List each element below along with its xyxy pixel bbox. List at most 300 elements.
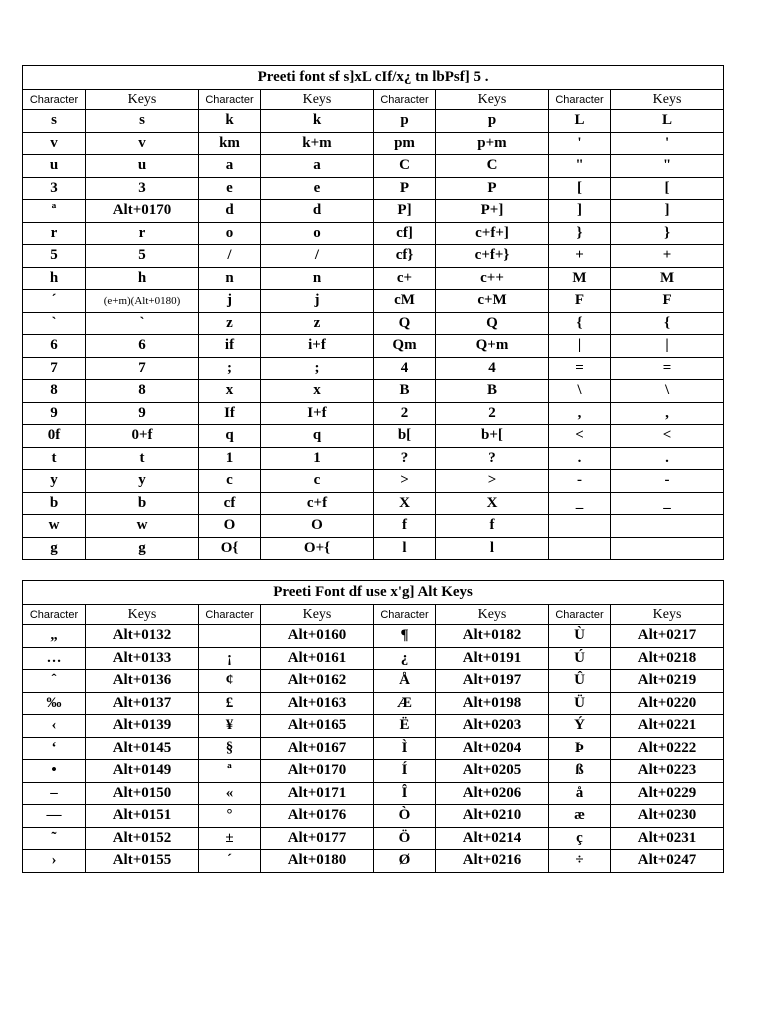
character-cell: ¢ [199, 670, 261, 693]
keys-cell: + [611, 245, 724, 268]
keys-cell: Alt+0132 [86, 625, 199, 648]
character-cell: å [549, 782, 611, 805]
table-row [23, 155, 724, 178]
keys-cell: O+{ [261, 537, 374, 560]
character-cell: b[ [374, 425, 436, 448]
character-cell [549, 537, 611, 560]
keys-cell: B [436, 380, 549, 403]
character-key-table-1 [22, 65, 724, 560]
character-cell: § [199, 737, 261, 760]
table-row [23, 222, 724, 245]
character-cell: 7 [23, 357, 86, 380]
keys-cell: } [611, 222, 724, 245]
table-row [23, 132, 724, 155]
character-cell: cf [199, 492, 261, 515]
keys-cell: Alt+0222 [611, 737, 724, 760]
character-cell: L [549, 110, 611, 133]
keys-cell: 5 [86, 245, 199, 268]
keys-cell: ` [86, 312, 199, 335]
keys-cell: k [261, 110, 374, 133]
character-cell: g [23, 537, 86, 560]
keys-cell: [ [611, 177, 724, 200]
keys-cell: r [86, 222, 199, 245]
keys-cell: = [611, 357, 724, 380]
character-cell: - [549, 470, 611, 493]
keys-cell: 3 [86, 177, 199, 200]
column-header: Character [199, 605, 261, 625]
character-cell: < [549, 425, 611, 448]
column-header: Keys [436, 605, 549, 625]
character-cell: | [549, 335, 611, 358]
column-header: Keys [611, 605, 724, 625]
keys-cell: Alt+0171 [261, 782, 374, 805]
character-cell: h [23, 267, 86, 290]
character-cell: … [23, 647, 86, 670]
column-header: Keys [261, 90, 374, 110]
character-cell: Ò [374, 805, 436, 828]
character-cell: • [23, 760, 86, 783]
character-cell: v [23, 132, 86, 155]
character-cell: l [374, 537, 436, 560]
keys-cell: p [436, 110, 549, 133]
character-cell: km [199, 132, 261, 155]
character-cell: ˆ [23, 670, 86, 693]
keys-cell: X [436, 492, 549, 515]
keys-cell: Alt+0182 [436, 625, 549, 648]
keys-cell: ] [611, 200, 724, 223]
keys-cell: Alt+0167 [261, 737, 374, 760]
character-cell: = [549, 357, 611, 380]
keys-cell: i+f [261, 335, 374, 358]
character-cell: O{ [199, 537, 261, 560]
keys-cell: y [86, 470, 199, 493]
character-cell: Ü [549, 692, 611, 715]
table-row [23, 470, 724, 493]
keys-cell: < [611, 425, 724, 448]
character-cell: Ö [374, 827, 436, 850]
keys-cell: n [261, 267, 374, 290]
character-cell: . [549, 447, 611, 470]
table-row [23, 177, 724, 200]
keys-cell: Alt+0204 [436, 737, 549, 760]
keys-cell: c+M [436, 290, 549, 313]
character-cell: æ [549, 805, 611, 828]
keys-cell: Alt+0210 [436, 805, 549, 828]
character-cell: ¥ [199, 715, 261, 738]
character-cell: C [374, 155, 436, 178]
keys-cell: z [261, 312, 374, 335]
keys-cell: Alt+0216 [436, 850, 549, 873]
keys-cell: f [436, 515, 549, 538]
character-cell: O [199, 515, 261, 538]
character-cell: 1 [199, 447, 261, 470]
character-cell: ‰ [23, 692, 86, 715]
character-cell: q [199, 425, 261, 448]
character-cell: _ [549, 492, 611, 515]
keys-cell: Alt+0170 [86, 200, 199, 223]
keys-cell: Alt+0136 [86, 670, 199, 693]
character-cell [199, 625, 261, 648]
keys-cell: j [261, 290, 374, 313]
keys-cell: Alt+0163 [261, 692, 374, 715]
keys-cell: p+m [436, 132, 549, 155]
character-cell: « [199, 782, 261, 805]
character-cell: 0f [23, 425, 86, 448]
character-cell: Û [549, 670, 611, 693]
character-cell: s [23, 110, 86, 133]
keys-cell: c+f [261, 492, 374, 515]
character-cell: w [23, 515, 86, 538]
keys-cell: M [611, 267, 724, 290]
character-cell: ˜ [23, 827, 86, 850]
character-cell: Q [374, 312, 436, 335]
keys-cell: a [261, 155, 374, 178]
character-cell: > [374, 470, 436, 493]
keys-cell: Alt+0152 [86, 827, 199, 850]
character-cell: if [199, 335, 261, 358]
character-cell: x [199, 380, 261, 403]
character-cell: ¡ [199, 647, 261, 670]
character-cell: ± [199, 827, 261, 850]
keys-cell: Alt+0198 [436, 692, 549, 715]
character-cell: B [374, 380, 436, 403]
character-cell: d [199, 200, 261, 223]
character-cell: Ù [549, 625, 611, 648]
character-cell: [ [549, 177, 611, 200]
character-cell: a [199, 155, 261, 178]
column-header: Character [199, 90, 261, 110]
table-row [23, 335, 724, 358]
column-header: Keys [611, 90, 724, 110]
character-cell: u [23, 155, 86, 178]
keys-cell: u [86, 155, 199, 178]
character-cell: F [549, 290, 611, 313]
keys-cell: (e+m)(Alt+0180) [86, 290, 199, 313]
keys-cell: Alt+0161 [261, 647, 374, 670]
keys-cell: q [261, 425, 374, 448]
character-cell: cf} [374, 245, 436, 268]
character-cell: " [549, 155, 611, 178]
keys-cell: C [436, 155, 549, 178]
keys-cell: 7 [86, 357, 199, 380]
keys-cell: ; [261, 357, 374, 380]
keys-cell: 0+f [86, 425, 199, 448]
character-cell: 8 [23, 380, 86, 403]
character-cell: Ý [549, 715, 611, 738]
keys-cell: Alt+0162 [261, 670, 374, 693]
keys-cell: Alt+0247 [611, 850, 724, 873]
character-cell: b [23, 492, 86, 515]
table-row [23, 425, 724, 448]
keys-cell: c++ [436, 267, 549, 290]
table-row [23, 782, 724, 805]
keys-cell: P [436, 177, 549, 200]
character-cell: o [199, 222, 261, 245]
character-cell: Å [374, 670, 436, 693]
keys-cell: c+f+] [436, 222, 549, 245]
character-cell: \ [549, 380, 611, 403]
table-title: Preeti Font df use x'g] Alt Keys [23, 581, 724, 605]
character-cell: / [199, 245, 261, 268]
keys-cell: - [611, 470, 724, 493]
character-cell: ª [23, 200, 86, 223]
keys-cell: Q [436, 312, 549, 335]
column-header: Character [549, 605, 611, 625]
keys-cell: Alt+0165 [261, 715, 374, 738]
character-cell: 2 [374, 402, 436, 425]
keys-cell: Alt+0160 [261, 625, 374, 648]
keys-cell: Alt+0223 [611, 760, 724, 783]
character-cell: P] [374, 200, 436, 223]
keys-cell: Alt+0150 [86, 782, 199, 805]
keys-cell: Alt+0149 [86, 760, 199, 783]
keys-cell: 6 [86, 335, 199, 358]
character-cell: ÷ [549, 850, 611, 873]
keys-cell: Alt+0231 [611, 827, 724, 850]
character-cell: } [549, 222, 611, 245]
character-cell: Qm [374, 335, 436, 358]
keys-cell: Alt+0151 [86, 805, 199, 828]
keys-cell: ? [436, 447, 549, 470]
character-cell [549, 515, 611, 538]
character-cell: 4 [374, 357, 436, 380]
character-cell: „ [23, 625, 86, 648]
character-cell: ß [549, 760, 611, 783]
character-cell: ? [374, 447, 436, 470]
keys-cell: Alt+0139 [86, 715, 199, 738]
table-row [23, 245, 724, 268]
character-cell: cM [374, 290, 436, 313]
character-cell: 6 [23, 335, 86, 358]
table-row [23, 715, 724, 738]
character-cell: + [549, 245, 611, 268]
table-row [23, 380, 724, 403]
character-cell: ª [199, 760, 261, 783]
header-row [23, 90, 724, 110]
character-cell: cf] [374, 222, 436, 245]
keys-cell: x [261, 380, 374, 403]
keys-cell: Alt+0203 [436, 715, 549, 738]
character-cell: ' [549, 132, 611, 155]
character-cell: Ú [549, 647, 611, 670]
column-header: Keys [261, 605, 374, 625]
character-cell: ] [549, 200, 611, 223]
keys-cell: / [261, 245, 374, 268]
keys-cell [611, 537, 724, 560]
keys-cell: O [261, 515, 374, 538]
keys-cell: . [611, 447, 724, 470]
keys-cell: Alt+0145 [86, 737, 199, 760]
keys-cell: { [611, 312, 724, 335]
character-cell: , [549, 402, 611, 425]
character-cell: j [199, 290, 261, 313]
keys-cell: Alt+0218 [611, 647, 724, 670]
table-row [23, 402, 724, 425]
table-row [23, 267, 724, 290]
character-cell: Ë [374, 715, 436, 738]
table-row [23, 110, 724, 133]
keys-cell: v [86, 132, 199, 155]
table-row [23, 647, 724, 670]
keys-cell: \ [611, 380, 724, 403]
keys-cell: e [261, 177, 374, 200]
table-title: Preeti font sf s]xL cIf/x¿ tn lbPsf] 5 . [23, 66, 724, 90]
character-cell: P [374, 177, 436, 200]
character-cell: ; [199, 357, 261, 380]
keys-cell: Alt+0155 [86, 850, 199, 873]
character-cell: 3 [23, 177, 86, 200]
character-cell: Þ [549, 737, 611, 760]
table-row [23, 515, 724, 538]
character-cell: X [374, 492, 436, 515]
character-cell: y [23, 470, 86, 493]
table-row [23, 625, 724, 648]
character-cell: ‘ [23, 737, 86, 760]
column-header: Character [23, 90, 86, 110]
table-row [23, 357, 724, 380]
keys-cell: d [261, 200, 374, 223]
keys-cell: b+[ [436, 425, 549, 448]
table-row [23, 850, 724, 873]
table-row [23, 290, 724, 313]
character-cell: c+ [374, 267, 436, 290]
keys-cell: Alt+0176 [261, 805, 374, 828]
keys-cell: k+m [261, 132, 374, 155]
column-header: Character [549, 90, 611, 110]
table-row [23, 737, 724, 760]
keys-cell: Alt+0230 [611, 805, 724, 828]
character-cell: ´ [199, 850, 261, 873]
keys-cell: F [611, 290, 724, 313]
keys-cell: c+f+} [436, 245, 549, 268]
keys-cell: L [611, 110, 724, 133]
character-cell: ¶ [374, 625, 436, 648]
keys-cell: ' [611, 132, 724, 155]
keys-cell: t [86, 447, 199, 470]
character-cell: k [199, 110, 261, 133]
keys-cell: 8 [86, 380, 199, 403]
keys-cell: Alt+0214 [436, 827, 549, 850]
keys-cell: _ [611, 492, 724, 515]
character-cell: If [199, 402, 261, 425]
table-row [23, 670, 724, 693]
table-row [23, 692, 724, 715]
character-cell: ‹ [23, 715, 86, 738]
column-header: Keys [86, 90, 199, 110]
column-header: Character [374, 605, 436, 625]
table-row [23, 492, 724, 515]
keys-cell: 1 [261, 447, 374, 470]
column-header: Keys [86, 605, 199, 625]
character-cell: e [199, 177, 261, 200]
character-cell: n [199, 267, 261, 290]
keys-cell: Alt+0137 [86, 692, 199, 715]
keys-cell: Q+m [436, 335, 549, 358]
keys-cell: | [611, 335, 724, 358]
keys-cell: h [86, 267, 199, 290]
character-cell: – [23, 782, 86, 805]
character-cell: ´ [23, 290, 86, 313]
character-cell: 5 [23, 245, 86, 268]
keys-cell: > [436, 470, 549, 493]
character-cell: Î [374, 782, 436, 805]
keys-cell: o [261, 222, 374, 245]
character-cell: Ø [374, 850, 436, 873]
character-cell: ¿ [374, 647, 436, 670]
keys-cell: 4 [436, 357, 549, 380]
character-cell: Ì [374, 737, 436, 760]
character-cell: Í [374, 760, 436, 783]
keys-cell: Alt+0180 [261, 850, 374, 873]
keys-cell: Alt+0220 [611, 692, 724, 715]
character-cell: { [549, 312, 611, 335]
character-cell: › [23, 850, 86, 873]
keys-cell: Alt+0170 [261, 760, 374, 783]
keys-cell: , [611, 402, 724, 425]
table-row [23, 200, 724, 223]
keys-cell: l [436, 537, 549, 560]
character-cell: ` [23, 312, 86, 335]
character-cell: p [374, 110, 436, 133]
alt-key-table [22, 580, 724, 873]
character-cell: 9 [23, 402, 86, 425]
character-cell: ° [199, 805, 261, 828]
keys-cell: s [86, 110, 199, 133]
character-cell: z [199, 312, 261, 335]
keys-cell: " [611, 155, 724, 178]
character-cell: ç [549, 827, 611, 850]
column-header: Keys [436, 90, 549, 110]
keys-cell: Alt+0217 [611, 625, 724, 648]
keys-cell: Alt+0191 [436, 647, 549, 670]
keys-cell: Alt+0229 [611, 782, 724, 805]
keys-cell: I+f [261, 402, 374, 425]
keys-cell [611, 515, 724, 538]
keys-cell: Alt+0206 [436, 782, 549, 805]
character-cell: Æ [374, 692, 436, 715]
keys-cell: b [86, 492, 199, 515]
keys-cell: w [86, 515, 199, 538]
character-cell: r [23, 222, 86, 245]
keys-cell: g [86, 537, 199, 560]
keys-cell: 9 [86, 402, 199, 425]
character-cell: c [199, 470, 261, 493]
table-row [23, 537, 724, 560]
character-cell: pm [374, 132, 436, 155]
keys-cell: Alt+0177 [261, 827, 374, 850]
header-row [23, 605, 724, 625]
table-row [23, 760, 724, 783]
character-cell: — [23, 805, 86, 828]
keys-cell: Alt+0221 [611, 715, 724, 738]
keys-cell: P+] [436, 200, 549, 223]
character-cell: f [374, 515, 436, 538]
table-row [23, 827, 724, 850]
table-row [23, 805, 724, 828]
character-cell: M [549, 267, 611, 290]
keys-cell: Alt+0133 [86, 647, 199, 670]
keys-cell: Alt+0219 [611, 670, 724, 693]
character-cell: £ [199, 692, 261, 715]
table-row [23, 447, 724, 470]
keys-cell: Alt+0197 [436, 670, 549, 693]
character-cell: t [23, 447, 86, 470]
keys-cell: 2 [436, 402, 549, 425]
column-header: Character [23, 605, 86, 625]
table-row [23, 312, 724, 335]
keys-cell: Alt+0205 [436, 760, 549, 783]
keys-cell: c [261, 470, 374, 493]
